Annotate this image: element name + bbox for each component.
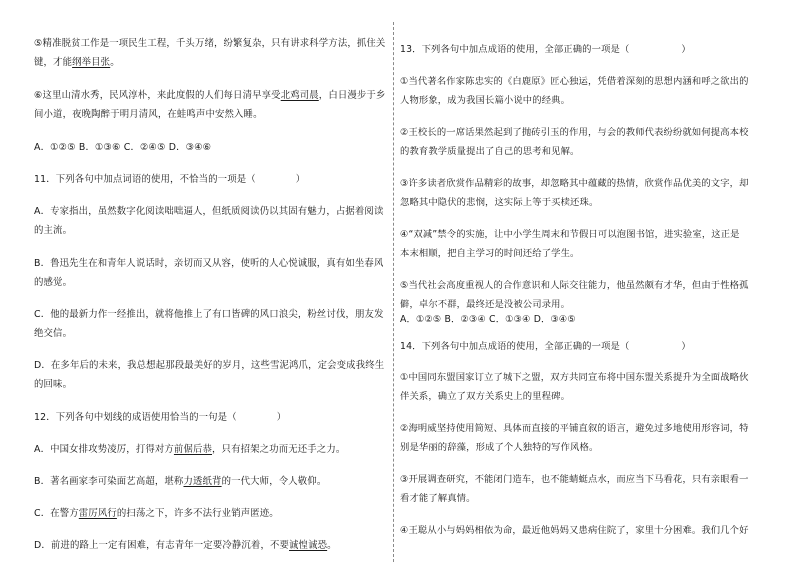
q12-option-d [34, 540, 337, 552]
q13-option-1-line1: ①当代著名作家陈忠实的《白鹿原》匠心独运，凭借着深刻的思想内涵和呼之欲出的 [400, 76, 749, 87]
q12-c-idiom: 雷厉风行 [78, 508, 117, 519]
q12-option-a [34, 444, 345, 456]
q10-option-6-line1 [34, 90, 385, 102]
q13-option-4-line2: 本末相顺，把自主学习的时间还给了学生。 [400, 248, 580, 259]
q10-option-5-idiom: 纲举目张 [72, 57, 111, 68]
q13-stem-text: 13．下列各句中加点成语的使用，全部正确的一项是（ [400, 44, 630, 55]
q12-b-idiom: 力透纸背 [183, 476, 222, 487]
q11-option-a-line2: 的主流。 [34, 225, 73, 236]
q11-option-c-line2: 绝交信。 [34, 328, 73, 339]
q14-option-3-line1: ③开展调查研究，不能闭门造车，也不能蜻蜓点水，而应当下马看花，只有亲眼看一 [400, 474, 749, 485]
q12-stem-end: ） [276, 412, 287, 423]
q11-stem-text: 11．下列各句中加点词语的使用，不恰当的一项是（ [34, 174, 256, 185]
q12-option-c [34, 508, 279, 520]
column-divider [393, 22, 394, 562]
q12-d-post: 。 [327, 540, 337, 551]
q14-option-2-line1: ②海明威坚持使用简短、具体而直接的平铺直叙的语言，避免过多地使用形容词，特 [400, 423, 749, 434]
q12-option-b [34, 476, 326, 488]
q12-a-idiom: 前倨后恭 [173, 444, 213, 455]
q13-option-3-line2: 忽略其中隐伏的悲悯，这实际上等于买椟还珠。 [400, 197, 599, 208]
q14-stem-text: 14．下列各句中加点成语的使用，全部正确的一项是（ [400, 341, 630, 352]
q10-option-5-line1: ⑤精准脱贫工作是一项民生工程，千头万绪，纷繁复杂，只有讲求科学方法，抓住关 [34, 38, 386, 49]
q10-option-6-post: ，白日漫步于乡 [318, 90, 386, 101]
q13-option-5-line1: ⑤当代社会高度重视人的合作意识和人际交往能力，他虽然颇有才华，但由于性格孤 [400, 280, 749, 291]
q14-option-4-line1: ④王聪从小与妈妈相依为命，最近他妈妈又患病住院了，家里十分困难。我们几个好 [400, 525, 749, 536]
q13-option-2-line1: ②王校长的一席话果然起到了抛砖引玉的作用，与会的教师代表纷纷就如何提高本校 [400, 127, 749, 138]
q12-d-idiom: 诚惶诚恐 [289, 540, 328, 551]
q11-option-b-line1: B．鲁迅先生在和青年人说话时，亲切而又从容，使听的人心悦诚服，真有如坐春风 [34, 258, 384, 269]
q13-option-4-line1: ④“双减”禁令的实施，让中小学生周末和节假日可以泡图书馆，进实验室，这正是 [400, 229, 740, 240]
q11-stem [34, 174, 305, 186]
q10-option-6-pre: ⑥这里山清水秀，民风淳朴，来此度假的人们每日清早享受 [34, 90, 281, 101]
q13-stem-end: ） [681, 44, 691, 55]
q13-stem [400, 44, 691, 56]
q11-option-d-line1: D．在多年后的未来，我总想起那段最美好的岁月，这些雪泥鸿爪，定会变成我终生 [34, 360, 385, 371]
q11-option-a-line1: A．专家指出，虽然数字化阅读咄咄逼人，但纸质阅读仍以其固有魅力，占据着阅读 [34, 206, 384, 217]
q13-choices: A．①②⑤ B．②③④ C．①③④ D．③④⑤ [400, 314, 576, 325]
q11-option-b-line2: 的感觉。 [34, 277, 73, 288]
q13-option-3-line1: ③许多读者欣赏作品精彩的故事，却忽略其中蕴藏的热情，欣赏作品优美的文字，却 [400, 178, 749, 189]
q10-option-5-text: 键，才能 [34, 57, 73, 68]
q10-option-5-line2 [34, 57, 120, 69]
q13-option-2-line2: 的教育教学质量提出了自己的思考和见解。 [400, 146, 580, 157]
q13-option-1-line2: 人物形象，成为我国长篇小说中的经典。 [400, 95, 571, 106]
q12-a-pre: A．中国女排攻势凌厉，打得对方 [34, 444, 174, 455]
q11-stem-end: ） [295, 174, 306, 185]
q14-option-1-line2: 伴关系，确立了双方关系史上的里程碑。 [400, 391, 571, 402]
q14-option-1-line1: ①中国同东盟国家订立了城下之盟，双方共同宣布将中国东盟关系提升为全面战略伙 [400, 372, 749, 383]
q11-option-c-line1: C．他的最新力作一经推出，就将他推上了有口皆碑的风口浪尖，粉丝讨伐，朋友发 [34, 309, 384, 320]
q13-option-5-line2: 僻，卓尔不群，最终还是没被公司录用。 [400, 299, 571, 310]
q12-b-post: 的一代大师，令人敬仰。 [221, 476, 327, 487]
q10-option-5-end: 。 [110, 57, 120, 68]
q12-c-pre: C．在警方 [34, 508, 79, 519]
q12-stem-text: 12．下列各句中划线的成语使用恰当的一句是（ [34, 412, 237, 423]
q12-b-pre: B．著名画家李可染面艺高超，堪称 [34, 476, 184, 487]
q10-option-6-line2: 间小道，夜晚陶醉于明月清风，在蛙鸣声中安然入睡。 [34, 109, 263, 120]
q12-d-pre: D．前进的路上一定有困难，有志青年一定要冷静沉着，不要 [34, 540, 290, 551]
q12-a-post: ，只有招架之功而无还手之力。 [212, 444, 346, 455]
q10-option-6-idiom: 北鸡司晨 [280, 90, 319, 101]
q14-option-3-line2: 看才能了解真情。 [400, 493, 476, 504]
q14-option-2-line2: 别是华丽的辞藻，形成了个人独特的写作风格。 [400, 442, 599, 453]
q14-stem-end: ） [681, 341, 691, 352]
q10-choices: A．①②⑤ B．①③⑥ C．②④⑤ D．③④⑥ [34, 142, 212, 153]
q11-option-d-line2: 的回味。 [34, 379, 73, 390]
q12-stem [34, 412, 286, 424]
q12-c-post: 的扫荡之下，许多不法行业销声匿迹。 [116, 508, 279, 519]
q14-stem [400, 341, 691, 353]
